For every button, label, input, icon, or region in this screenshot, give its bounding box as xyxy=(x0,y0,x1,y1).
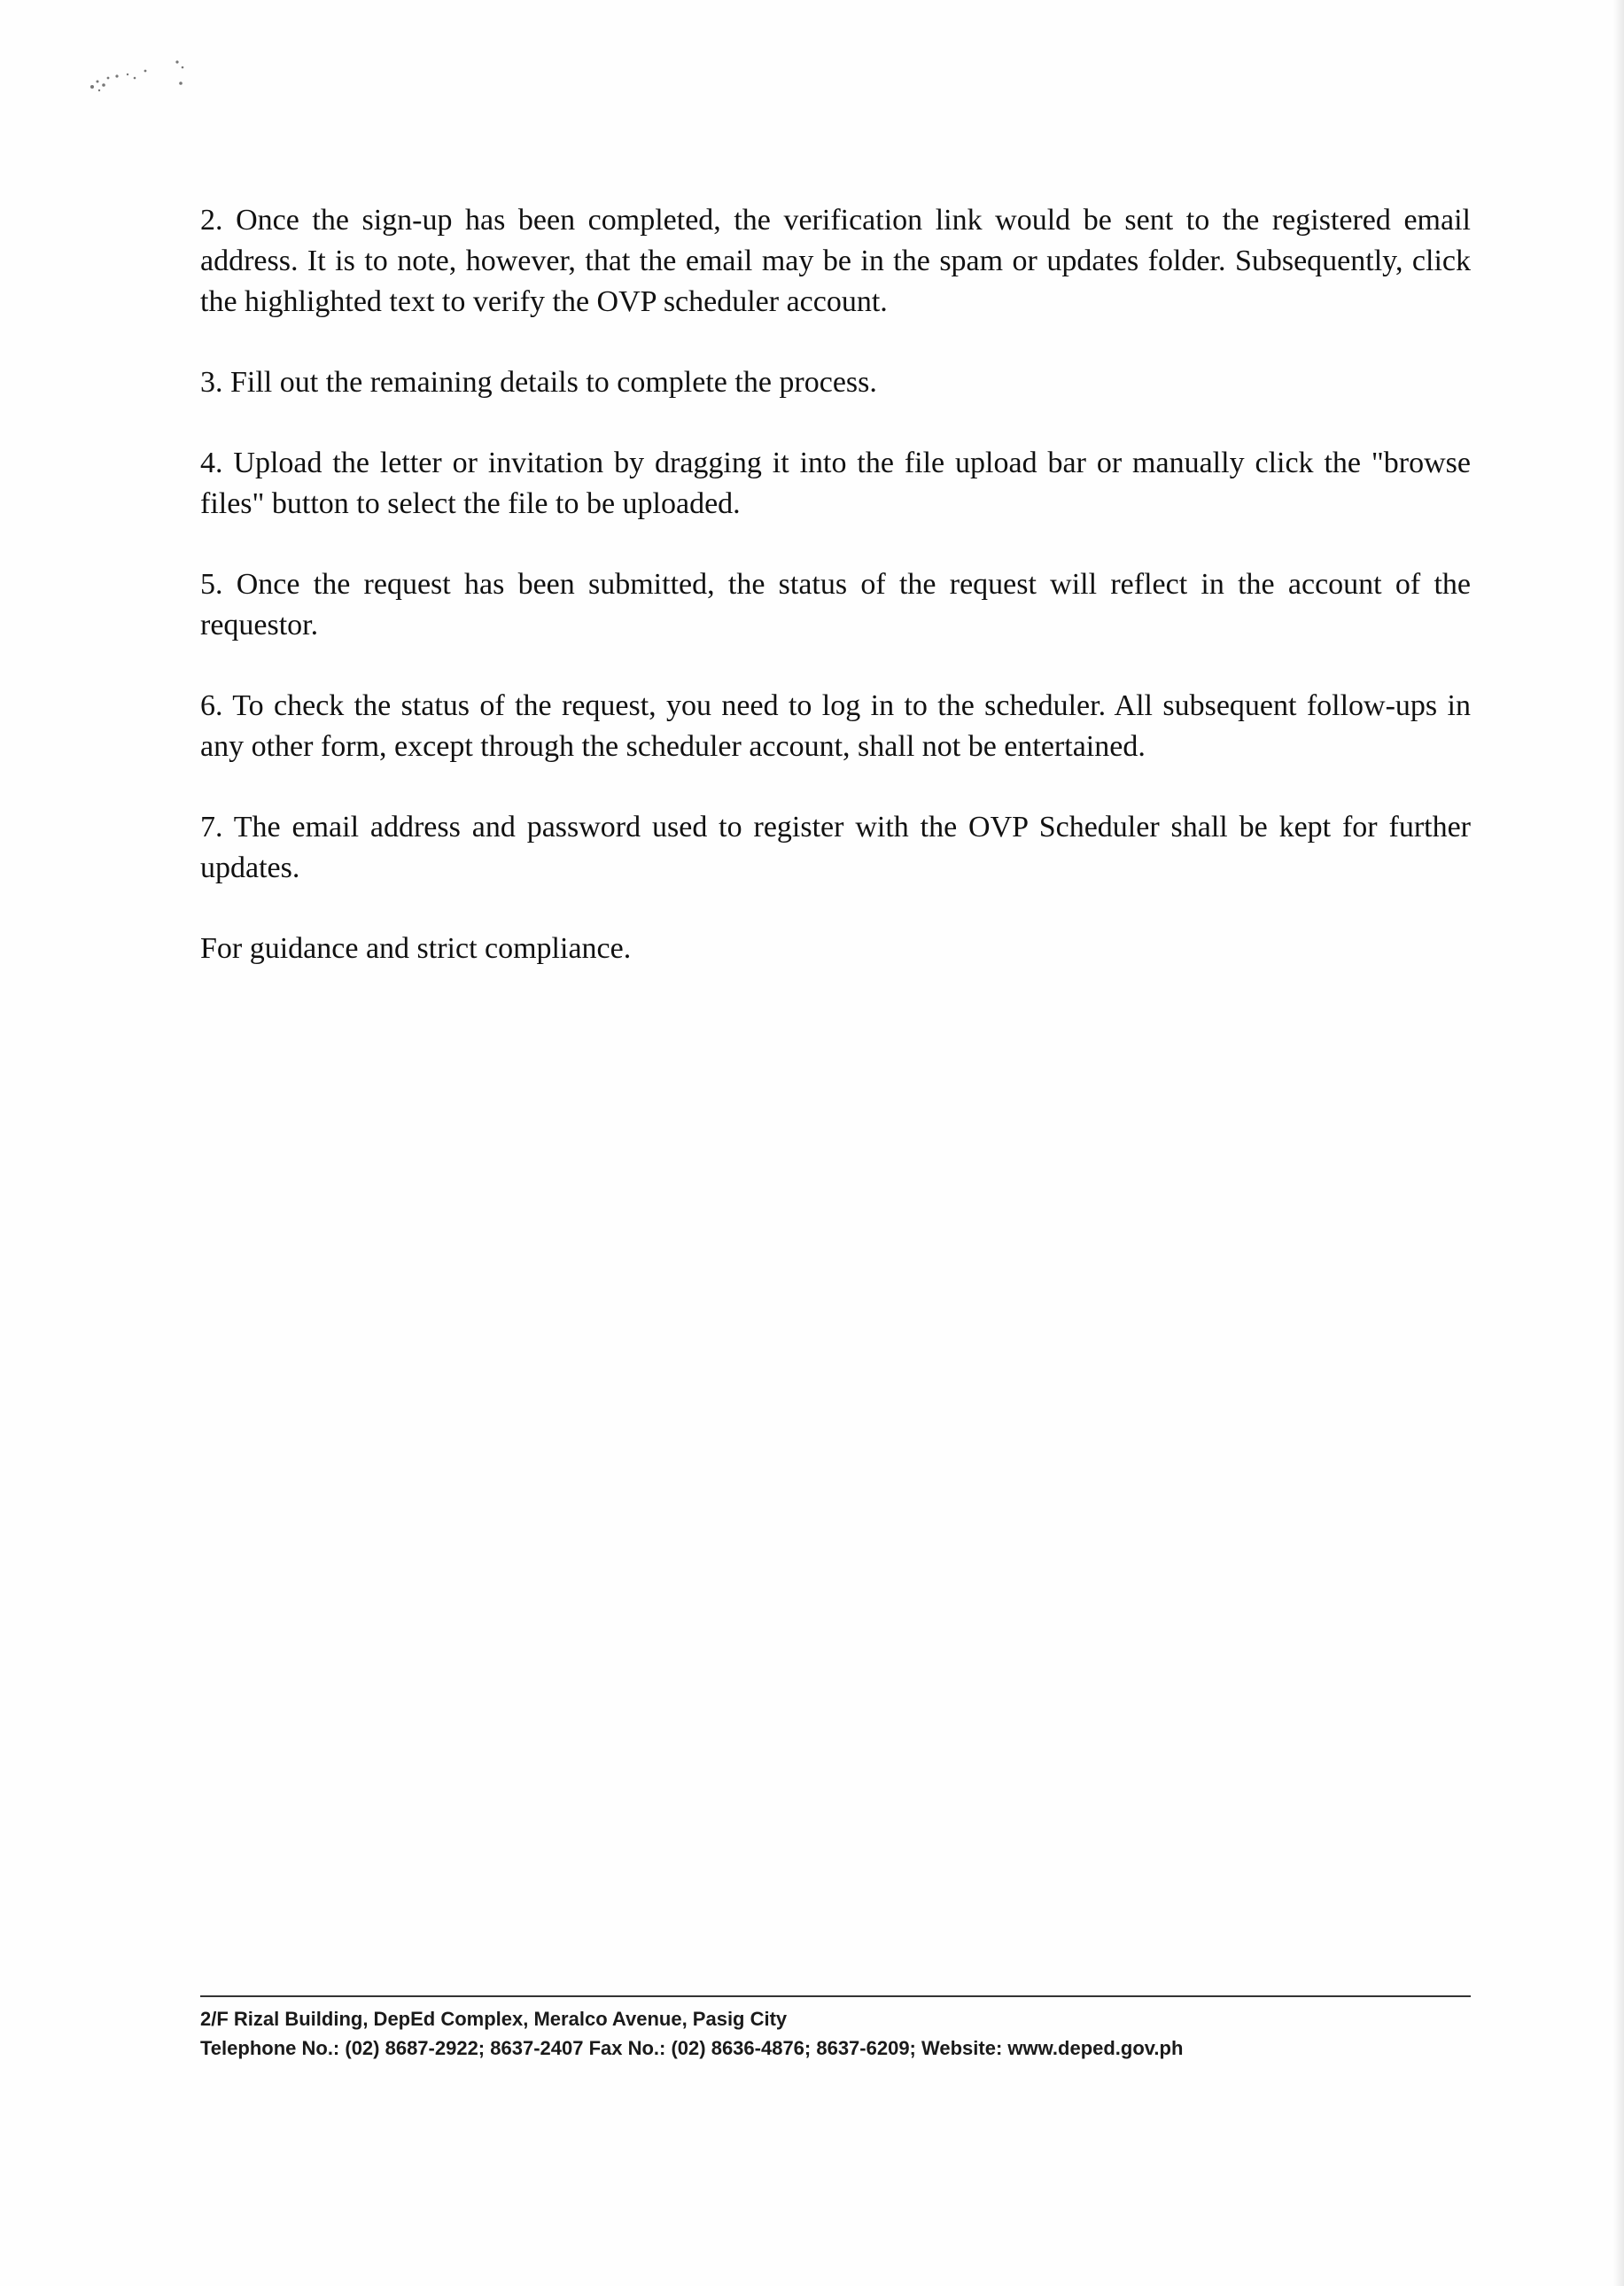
footer-address: 2/F Rizal Building, DepEd Complex, Meralco Avenue, Pasig City xyxy=(200,2008,788,2030)
paragraph-step-2: 2. Once the sign-up has been completed, the verification link would be sent to the registered email address. It is to note, however, that the email may be in the spam or updates folder. Subsequently, click the highlighted text to verify the OVP scheduler account. xyxy=(200,204,1471,318)
paragraph-step-6: 6. To check the status of the request, you need to log in to the scheduler. All subsequent follow-ups in any other form, except through the scheduler account, shall not be entertained. xyxy=(200,689,1471,763)
letterhead-footer xyxy=(200,1995,1471,2063)
closing-statement: For guidance and strict compliance. xyxy=(200,932,632,965)
document-body xyxy=(200,200,1471,1009)
scan-artifact-mark xyxy=(82,51,214,105)
footer-contact: Telephone No.: (02) 8687-2922; 8637-2407 Fax No.: (02) 8636-4876; 8637-6209; Website: www.deped.gov.ph xyxy=(200,2037,1184,2059)
paragraph-step-4: 4. Upload the letter or invitation by dragging it into the file upload bar or manually click the "browse files" button to select the file to be uploaded. xyxy=(200,447,1471,520)
footer-divider xyxy=(200,1995,1471,1997)
paragraph-step-3: 3. Fill out the remaining details to complete the process. xyxy=(200,366,877,399)
paragraph-step-7: 7. The email address and password used to register with the OVP Scheduler shall be kept for further updates. xyxy=(200,811,1471,884)
scan-edge-shadow xyxy=(1613,0,1624,2286)
paragraph-step-5: 5. Once the request has been submitted, the status of the request will reflect in the account of the requestor. xyxy=(200,568,1471,641)
